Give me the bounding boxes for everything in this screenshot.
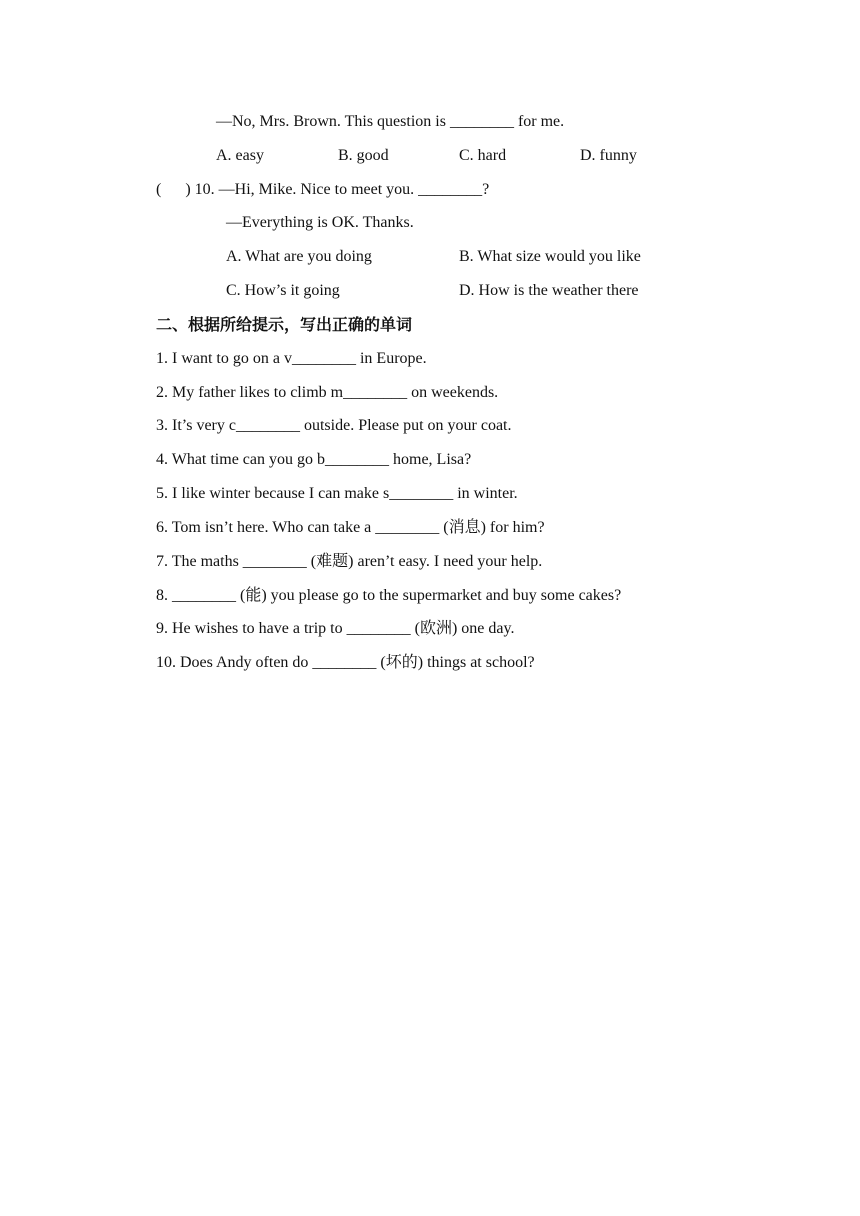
section-2-heading: 二、根据所给提示，写出正确的单词 <box>156 315 413 334</box>
q9-option-a: A. easy <box>216 147 264 164</box>
list-item: 5. I like winter because I can make s________ in winter. <box>156 485 518 502</box>
q10-option-b: B. What size would you like <box>459 248 641 265</box>
q9-option-b: B. good <box>338 147 389 164</box>
list-item: 9. He wishes to have a trip to ________ (欧洲) one day. <box>156 620 515 637</box>
q10-option-d: D. How is the weather there <box>459 282 639 299</box>
list-item: 7. The maths ________ (难题) aren’t easy. I need your help. <box>156 553 543 570</box>
list-item: 3. It’s very c________ outside. Please put on your coat. <box>156 417 512 434</box>
list-item: 10. Does Andy often do ________ (坏的) things at school? <box>156 654 535 671</box>
list-item: 4. What time can you go b________ home, Lisa? <box>156 451 472 468</box>
q9-option-d: D. funny <box>580 147 637 164</box>
q10-option-a: A. What are you doing <box>226 248 372 265</box>
q10-option-c: C. How’s it going <box>226 282 340 299</box>
q10-answer-line: —Everything is OK. Thanks. <box>226 214 414 231</box>
q9-answer-line: —No, Mrs. Brown. This question is ________ for me. <box>216 113 565 130</box>
q10-prompt: ( ) 10. —Hi, Mike. Nice to meet you. ________? <box>156 181 490 198</box>
list-item: 8. ________ (能) you please go to the supermarket and buy some cakes? <box>156 587 622 604</box>
list-item: 2. My father likes to climb m________ on weekends. <box>156 384 499 401</box>
q9-option-c: C. hard <box>459 147 507 164</box>
list-item: 1. I want to go on a v________ in Europe. <box>156 350 427 367</box>
list-item: 6. Tom isn’t here. Who can take a ________ (消息) for him? <box>156 519 545 536</box>
